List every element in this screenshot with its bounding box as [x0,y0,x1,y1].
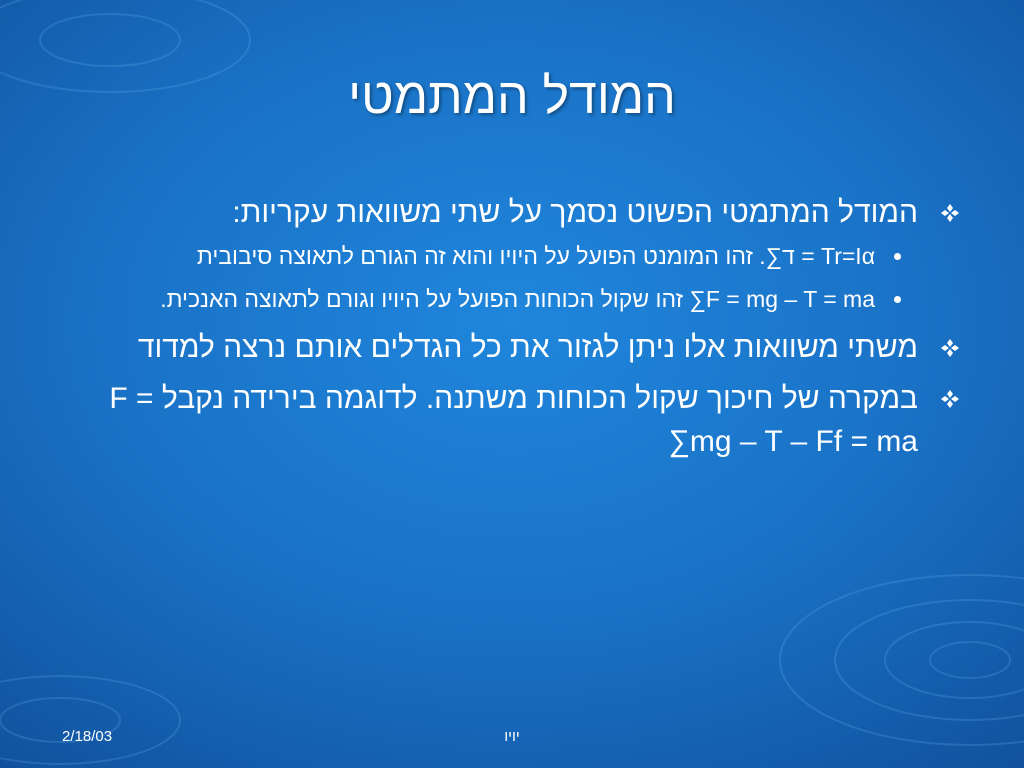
bullet-text: המודל המתמטי הפשוט נסמך על שתי משוואות עקריות: [232,196,918,229]
bullet-text: במקרה של חיכוך שקול הכוחות משתנה. לדוגמה בירידה נקבל F = mg – T – Ff = ma∑ [109,382,918,458]
bullet-level1 [66,377,968,463]
slide-title: המודל המתמטי [348,68,676,124]
diamond-bullet-icon [932,377,968,420]
bullet-text: Tr=Iα = ד∑. זהו המומנט הפועל על היויו והוא זה הגורם לתאוצה סיבובית [196,243,875,269]
footer-center-text: יויו [504,728,520,745]
dot-bullet-icon [890,238,904,275]
bullet-level1 [66,191,968,234]
bullet-text: F = mg – T = ma∑ זהו שקול הכוחות הפועל על היויו וגורם לתאוצה האנכית. [160,286,875,312]
diamond-bullet-icon [932,191,968,234]
footer-date: 2/18/03 [62,728,113,745]
slide-body [66,191,968,463]
bullet-level2 [66,238,968,275]
diamond-bullet-icon [932,326,968,369]
dot-bullet-icon [890,281,904,318]
bullet-text: משתי משוואות אלו ניתן לגזור את כל הגדלים אותם נרצה למדוד [137,331,918,364]
bullet-level2 [66,281,968,318]
bullet-level1 [66,326,968,369]
